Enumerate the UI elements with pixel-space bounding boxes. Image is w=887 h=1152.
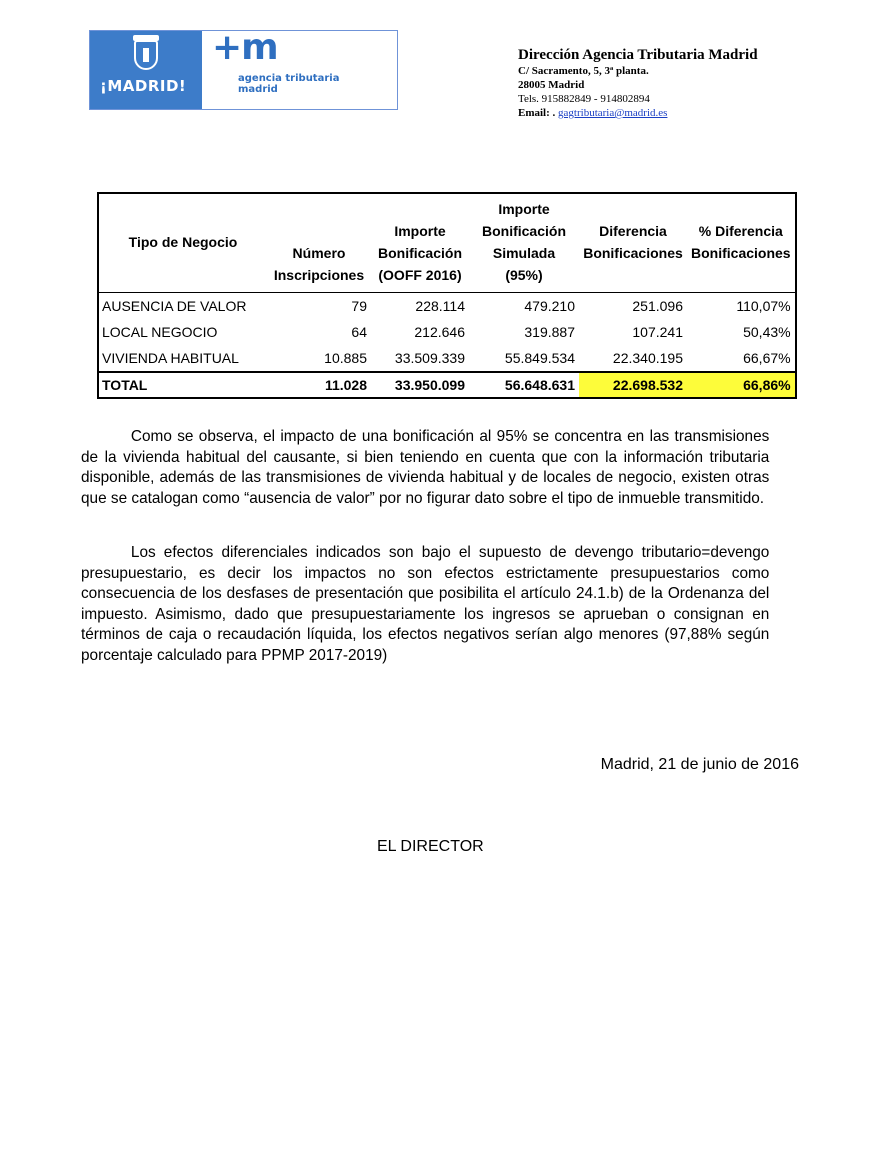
- cell-total-label: TOTAL: [98, 372, 267, 398]
- address-block: [518, 46, 758, 120]
- column-header-importe-simulada: Importe Bonificación Simulada (95%): [469, 193, 579, 293]
- brand-mark: +m: [212, 27, 278, 68]
- cell-tipo: LOCAL NEGOCIO: [102, 324, 218, 340]
- signature-date: Madrid, 21 de junio de 2016: [600, 756, 799, 773]
- email-label: Email: .: [518, 107, 556, 119]
- signatory-title: EL DIRECTOR: [377, 838, 484, 855]
- cell-tipo: VIVIENDA HABITUAL: [102, 350, 239, 366]
- cell-numero: 79: [351, 298, 367, 314]
- email-line: [518, 106, 758, 120]
- cell-importe-simulada: 319.887: [524, 324, 575, 340]
- table-total-row: [98, 372, 796, 398]
- madrid-wordmark: ¡MADRID!: [100, 77, 187, 95]
- postal-city: 28005 Madrid: [518, 79, 585, 91]
- cell-total-importe-simulada: 56.648.631: [469, 372, 579, 398]
- cell-total-pct-diferencia: 66,86%: [687, 372, 796, 398]
- cell-diferencia: 107.241: [632, 324, 683, 340]
- madrid-crest-icon: [134, 40, 158, 70]
- agency-name: [238, 73, 339, 95]
- office-title: Dirección Agencia Tributaria Madrid: [518, 47, 758, 63]
- phone-numbers: Tels. 915882849 - 914802894: [518, 93, 650, 105]
- cell-importe-simulada: 479.210: [524, 298, 575, 314]
- cell-pct-diferencia: 50,43%: [743, 324, 791, 340]
- agency-line-2: madrid: [238, 84, 278, 95]
- cell-total-diferencia: 22.698.532: [579, 372, 687, 398]
- table-header-row: [98, 193, 796, 293]
- cell-importe-ooff: 33.509.339: [394, 350, 465, 366]
- agency-line-1: agencia tributaria: [238, 73, 340, 84]
- cell-numero: 10.885: [324, 350, 367, 366]
- bonificaciones-table: [97, 192, 797, 399]
- cell-importe-ooff: 228.114: [415, 298, 465, 314]
- street-address: C/ Sacramento, 5, 3ª planta.: [518, 65, 649, 77]
- column-header-tipo: Tipo de Negocio: [98, 193, 267, 293]
- table-row: [98, 345, 796, 372]
- cell-importe-simulada: 55.849.534: [504, 350, 575, 366]
- cell-pct-diferencia: 66,67%: [743, 350, 791, 366]
- paragraph-efectos: Los efectos diferenciales indicados son bajo el supuesto de devengo tributario=devengo presupuestario, es decir los impactos no son efectos estrictamente presupuestarios como consecuencia de los desfases de presentación que posibilita el artículo 24.1.b) de la Ordenanza del impuesto. Asimismo, dado que presupuestariamente los ingresos se aprueban o consignan en términos de caja o recaudación líquida, los efectos negativos serían algo menores (97,88% según porcentaje calculado para PPMP 2017-2019): [81, 544, 770, 664]
- cell-numero: 64: [351, 324, 367, 340]
- paragraph-impacto: Como se observa, el impacto de una bonificación al 95% se concentra en las transmisiones de la vivienda habitual del causante, si bien teniendo en cuenta que con la información tributaria disponible, además de las transmisiones de vivienda habitual y de locales de negocio, existen otras que se catalogan como “ausencia de valor” por no figurar dato sobre el tipo de inmueble transmitido.: [81, 428, 770, 507]
- column-header-numero: Número Inscripciones: [267, 193, 371, 293]
- agency-logo: [89, 27, 398, 110]
- madrid-logo-panel: [90, 31, 202, 109]
- column-header-diferencia: Diferencia Bonificaciones: [579, 193, 687, 293]
- agency-logo-panel: [202, 27, 397, 109]
- cell-tipo: AUSENCIA DE VALOR: [102, 298, 247, 314]
- cell-pct-diferencia: 110,07%: [736, 298, 791, 314]
- email-link[interactable]: gagtributaria@madrid.es: [558, 107, 668, 119]
- table-row: [98, 293, 796, 320]
- table-row: [98, 319, 796, 345]
- cell-diferencia: 22.340.195: [612, 350, 683, 366]
- cell-importe-ooff: 212.646: [414, 324, 465, 340]
- column-header-importe-ooff: Importe Bonificación (OOFF 2016): [371, 193, 469, 293]
- cell-total-numero: 11.028: [267, 372, 371, 398]
- cell-total-importe-ooff: 33.950.099: [371, 372, 469, 398]
- cell-diferencia: 251.096: [632, 298, 683, 314]
- column-header-pct-diferencia: % Diferencia Bonificaciones: [687, 193, 796, 293]
